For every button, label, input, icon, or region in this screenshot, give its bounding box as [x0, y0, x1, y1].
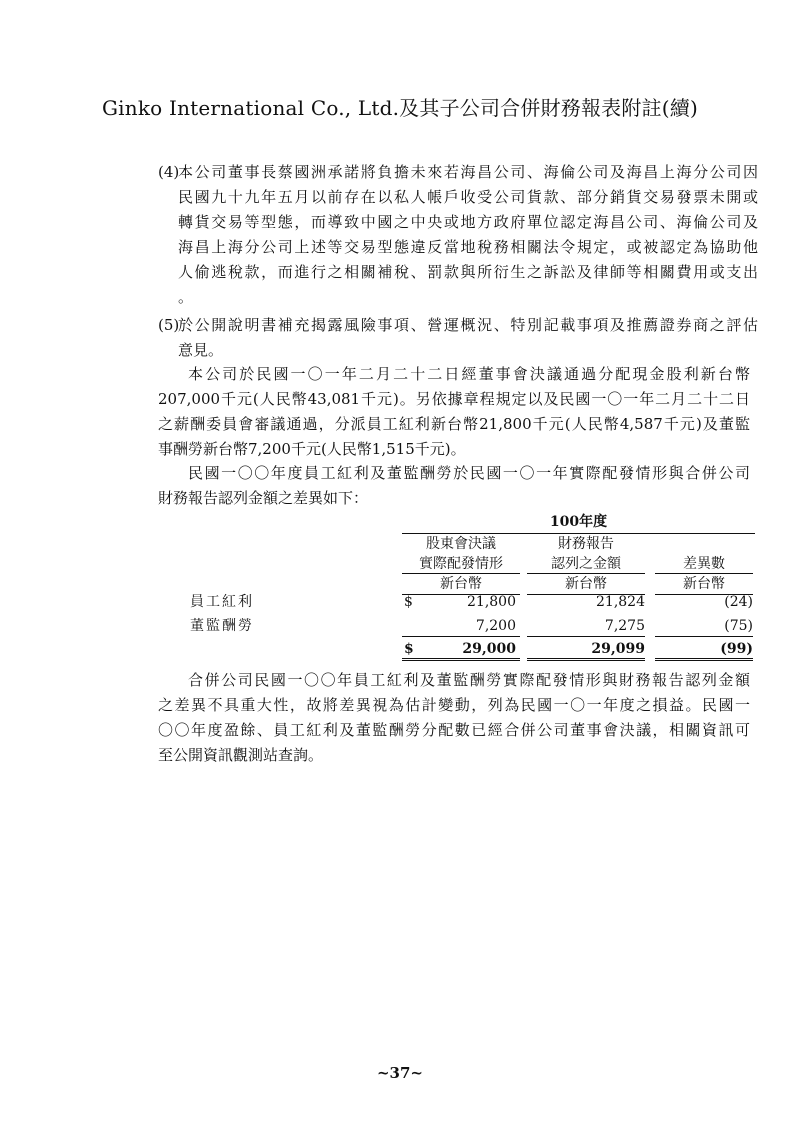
- text-line: 事酬勞新台幣7,200千元(人民幣1,515千元)。: [158, 440, 466, 458]
- total-actual: 29,000: [462, 641, 516, 657]
- dividend-paragraph: [158, 362, 750, 462]
- text-line: 本公司於民國一〇一年二月二十二日經董事會決議通過分配現金股利新台幣: [188, 365, 750, 383]
- col-difference-currency: 新台幣: [683, 576, 725, 592]
- bonus-difference-table: [180, 512, 755, 662]
- text-line: 本公司董事長蔡國洲承諾將負擔未來若海昌公司、海倫公司及海昌上海分公司因: [178, 163, 758, 181]
- text-line: 至公開資訊觀測站查詢。: [158, 746, 324, 764]
- text-line: 轉貨交易等型態，而導致中國之中央或地方政府單位認定海昌公司、海倫公司及: [178, 213, 758, 231]
- item-number: (5): [158, 316, 180, 334]
- cell-actual: 21,800: [467, 594, 516, 610]
- text-line: 。: [178, 288, 194, 306]
- cell-difference: (24): [724, 594, 753, 610]
- col-recognized-currency: 新台幣: [565, 576, 607, 592]
- text-line: 於公開說明書補充揭露風險事項、營運概況、特別記載事項及推薦證券商之評估: [178, 316, 758, 334]
- text-line: 民國一〇〇年度員工紅利及董監酬勞於民國一〇一年實際配發情形與合併公司: [188, 464, 750, 482]
- row-label-director-remuneration: 董監酬勞: [190, 618, 254, 634]
- text-line: 海昌上海分公司上述等交易型態違反當地稅務相關法令規定，或被認定為協助他: [178, 238, 758, 256]
- total-double-rule: [527, 658, 645, 661]
- year-header: 100年度: [549, 514, 608, 530]
- note-item-4: [158, 160, 758, 310]
- col-actual-line1: 股東會決議: [426, 536, 496, 552]
- total-double-rule: [402, 658, 520, 661]
- text-line: 之薪酬委員會審議通過，分派員工紅利新台幣21,800千元(人民幣4,587千元)及董監: [158, 415, 750, 433]
- total-difference: (99): [720, 641, 753, 657]
- col-actual-line2: 實際配發情形: [419, 556, 503, 572]
- col-recognized-line2: 認列之金額: [551, 556, 621, 572]
- text-line: 人偷逃稅款，而進行之相關補稅、罰款與所衍生之訴訟及律師等相關費用或支出: [178, 263, 758, 281]
- subtotal-rule: [402, 636, 520, 637]
- total-double-rule: [655, 658, 753, 661]
- currency-symbol: $: [404, 594, 413, 610]
- col-rule: [655, 573, 753, 574]
- subtotal-rule: [655, 636, 753, 637]
- text-line: 民國九十九年五月以前存在以私人帳戶收受公司貨款、部分銷貨交易發票未開或: [178, 188, 758, 206]
- col-recognized-line1: 財務報告: [558, 536, 614, 552]
- text-line: 之差異不具重大性，故將差異視為估計變動，列為民國一〇一年度之損益。民國一: [158, 696, 750, 714]
- cell-recognized: 21,824: [596, 594, 645, 610]
- col-difference-line2: 差異數: [683, 556, 725, 572]
- cell-difference: (75): [724, 618, 753, 634]
- item-number: (4): [158, 163, 180, 181]
- cell-recognized: 7,275: [604, 618, 645, 634]
- col-actual-currency: 新台幣: [440, 576, 482, 592]
- difference-intro-paragraph: [158, 461, 750, 511]
- text-line: 合併公司民國一〇〇年員工紅利及董監酬勞實際配發情形與財務報告認列金額: [188, 671, 750, 689]
- text-line: 207,000千元(人民幣43,081千元)。另依據章程規定以及民國一〇一年二月二十二日: [158, 390, 750, 408]
- col-rule: [527, 573, 645, 574]
- page-title: Ginko International Co., Ltd.及其子公司合併財務報表附註(續): [102, 96, 698, 120]
- currency-symbol: $: [404, 641, 414, 657]
- note-item-5: [158, 313, 758, 363]
- page-number: ~37~: [376, 1064, 423, 1082]
- total-recognized: 29,099: [591, 641, 645, 657]
- text-line: 〇〇年度盈餘、員工紅利及董監酬勞分配數已經合併公司董事會決議，相關資訊可: [158, 721, 750, 739]
- conclusion-paragraph: [158, 668, 750, 768]
- row-label-employee-bonus: 員工紅利: [190, 594, 254, 610]
- cell-actual: 7,200: [475, 618, 516, 634]
- text-line: 意見。: [178, 341, 224, 359]
- subtotal-rule: [527, 636, 645, 637]
- col-rule: [402, 573, 520, 574]
- text-line: 財務報告認列金額之差異如下：: [158, 489, 369, 507]
